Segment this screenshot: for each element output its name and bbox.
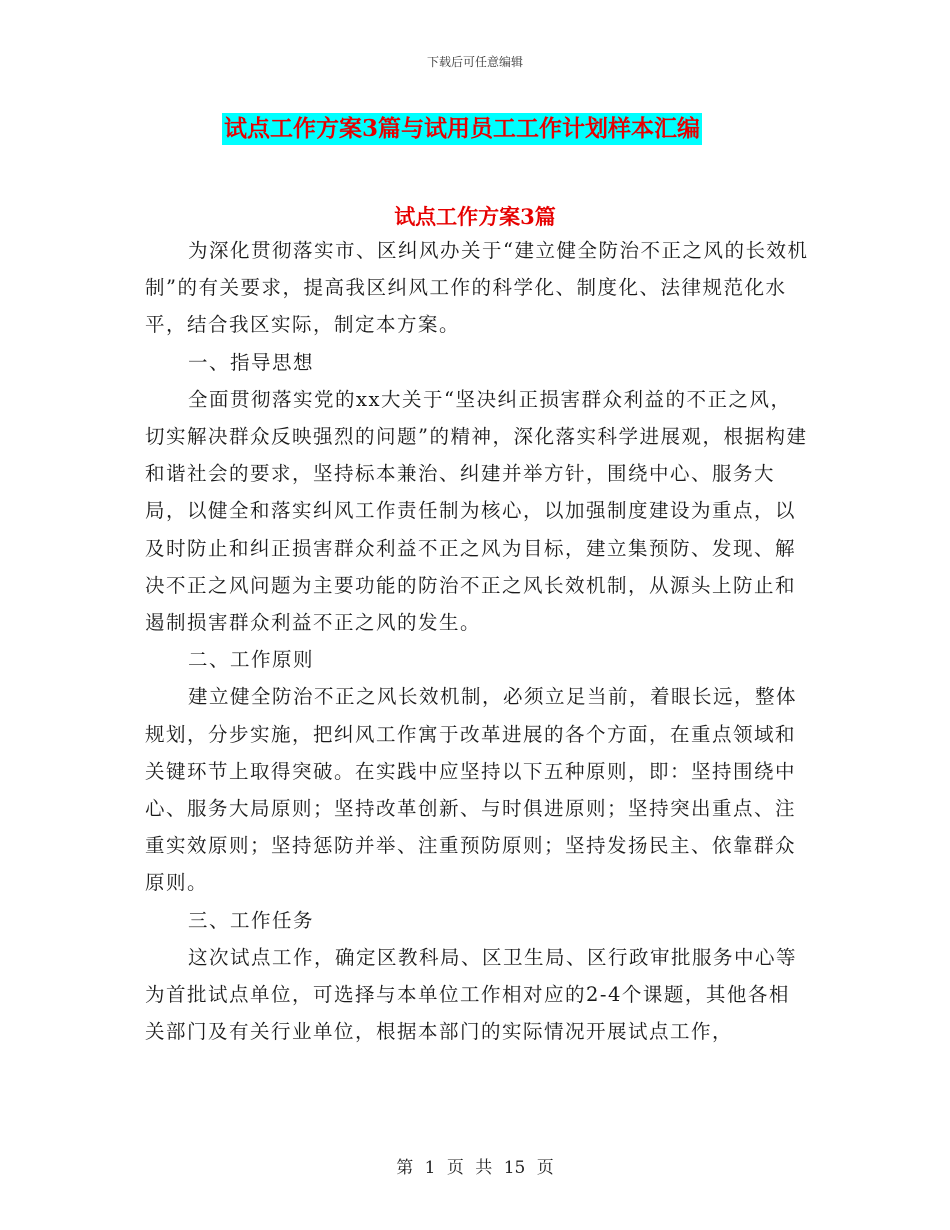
section-title: 试点工作方案3篇	[394, 204, 556, 229]
heading-work-tasks: 三、工作任务	[188, 908, 315, 932]
paragraph-work-tasks: 这次试点工作，确定区教科局、区卫生局、区行政审批服务中心等为首批试点单位，可选择与本单位工作相对应的2-4个课题，其他各相关部门及有关行业单位，根据本部门的实际情况开展试点工作，	[145, 945, 798, 1044]
paragraph-intro: 为深化贯彻落实市、区纠风办关于“建立健全防治不正之风的长效机制”的有关要求，提高我区纠风工作的科学化、制度化、法律规范化水平，结合我区实际，制定本方案。	[145, 239, 809, 337]
heading-guiding-ideology: 一、指导思想	[188, 350, 315, 374]
paragraph-work-principles: 建立健全防治不正之风长效机制，必须立足当前，着眼长远，整体规划，分步实施，把纠风工作寓于改革进展的各个方面，在重点领域和关键环节上取得突破。在实践中应坚持以下五种原则，即：坚持围绕中心、服务大局原则；坚持改革创新、与时俱进原则；坚持突出重点、注重实效原则；坚持惩防并举、注重预防原则；坚持发扬民主、依靠群众原则。	[145, 685, 798, 895]
paragraph-guiding-ideology: 全面贯彻落实党的xx大关于“坚决纠正损害群众利益的不正之风，切实解决群众反映强烈的问题”的精神，深化落实科学进展观，根据构建和谐社会的要求，坚持标本兼治、纠建并举方针，围绕中心、服务大局，以健全和落实纠风工作责任制为核心，以加强制度建设为重点，以及时防止和纠正损害群众利益不正之风为目标，建立集预防、发现、解决不正之风问题为主要功能的防治不正之风长效机制，从源头上防止和遏制损害群众利益不正之风的发生。	[145, 387, 808, 635]
page-footer: 第 1 页 共 15 页	[396, 1158, 554, 1178]
document-title: 试点工作方案3篇与试用员工工作计划样本汇编	[222, 113, 702, 145]
heading-work-principles: 二、工作原则	[188, 648, 315, 672]
document-body	[145, 232, 810, 1050]
header-note: 下载后可任意编辑	[426, 55, 523, 69]
